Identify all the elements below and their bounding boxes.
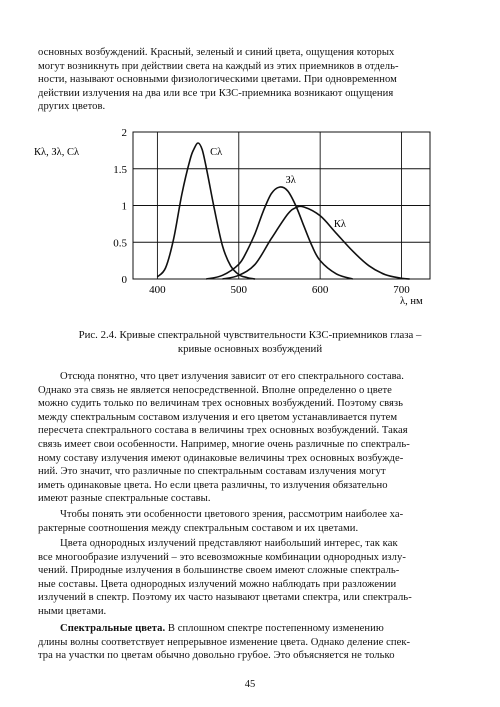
text-line: ному составу излучения имеют одинаковые величины трех основных возбужде- xyxy=(38,452,404,464)
y-tick-label: 1.5 xyxy=(113,163,127,176)
y-axis-label: Кλ, Зλ, Сλ xyxy=(34,147,80,158)
text-line: ности, называют основными физиологическими цветами. При одновременном xyxy=(38,74,397,86)
caption-line: кривые основных возбуждений xyxy=(177,342,323,355)
x-axis-unit-label: λ, нм xyxy=(400,296,423,307)
y-tick-label: 0 xyxy=(121,274,127,286)
text-line xyxy=(38,622,462,636)
text-line: можно судить только по величинам трех основных возбуждений. Поэтому связь xyxy=(38,398,404,410)
text-line: иметь одинаковые цвета. Но если цвета различны, то излучения обязательно xyxy=(38,479,388,491)
caption-line: Рис. 2.4. Кривые спектральной чувствительности КЗС-приемников глаза – xyxy=(78,329,422,341)
y-tick-label: 1 xyxy=(121,200,127,213)
paragraph-spectral-colors xyxy=(38,622,462,663)
paragraph-spectral-composition xyxy=(38,370,462,506)
text-line: могут возникнуть при действии света на каждый из этих приемников в отдель- xyxy=(38,60,399,72)
text-line: длины волны соответствует непрерывное изменение цвета. Однако деление спек- xyxy=(38,636,411,648)
y-tick-label: 0.5 xyxy=(113,237,127,250)
text-line: Цвета однородных излучений представляют наибольший интерес, так как xyxy=(60,538,398,549)
page-number: 45 xyxy=(244,679,256,690)
x-tick-label: 700 xyxy=(393,284,410,296)
text-line: чений. Природные излучения в большинстве своем имеют сложные спектраль- xyxy=(38,565,400,577)
paragraph-homogeneous-radiation xyxy=(38,537,462,619)
text-line: действии излучения на два или все три КЗС-приемника возникают ощущения xyxy=(38,87,394,99)
text-line: излучений в спектр. Поэтому их часто называют цветами спектра, или спектраль- xyxy=(38,592,412,604)
text-line: между спектральным составом излучения и его цветом устанавливается путем xyxy=(38,411,398,423)
section-run-in-heading: Спектральные цвета. xyxy=(60,623,166,634)
text-line: Однако эта связь не является непосредственной. Вполне определенно о цвете xyxy=(38,384,392,396)
series-line xyxy=(157,143,255,279)
text-line: Чтобы понять эти особенности цветового зрения, рассмотрим наиболее ха- xyxy=(60,509,404,520)
text-line: тра на участки по цветам обычно довольно грубое. Это объясняется не только xyxy=(38,650,395,662)
chart-grid xyxy=(133,132,430,279)
series-label: Сλ xyxy=(210,147,223,159)
text-line: рактерные соотношения между спектральным составом и их цветами. xyxy=(38,522,359,534)
text-line: пересчета спектрального состава в величины трех основных возбуждений. Такая xyxy=(38,425,408,437)
text-line: связь имеет свои особенности. Например, многие очень различные по спектраль- xyxy=(38,438,410,450)
spectral-sensitivity-chart xyxy=(34,124,440,314)
paragraph-features xyxy=(38,508,462,535)
text-line: основных возбуждений. Красный, зеленый и синий цвета, ощущения которых xyxy=(38,47,395,58)
text-line: ные составы. Цвета однородных излучений можно наблюдать при разложении xyxy=(38,578,397,590)
series-line xyxy=(206,187,353,279)
text-run: В сплошном спектре постепенному изменению xyxy=(165,623,384,634)
x-tick-label: 400 xyxy=(149,284,166,296)
x-tick-label: 600 xyxy=(311,284,329,296)
text-line: Отсюда понятно, что цвет излучения зависит от его спектрального состава. xyxy=(60,371,404,382)
chart-series xyxy=(157,143,409,279)
series-label: Зλ xyxy=(285,175,296,187)
x-tick-label: 500 xyxy=(230,284,248,296)
series-label: Кλ xyxy=(333,218,346,230)
text-line: имеют разные спектральные составы. xyxy=(38,493,211,505)
text-line: ными цветами. xyxy=(38,605,107,617)
intro-paragraph xyxy=(38,46,462,114)
figure-caption xyxy=(38,329,462,356)
text-line: других цветов. xyxy=(38,101,106,113)
text-line: ний. Это значит, что различные по спектральным составам излучения могут xyxy=(38,466,386,478)
y-tick-label: 2 xyxy=(121,127,127,139)
text-line: все многообразие излучений – это всевозможные комбинации однородных излу- xyxy=(38,551,406,563)
